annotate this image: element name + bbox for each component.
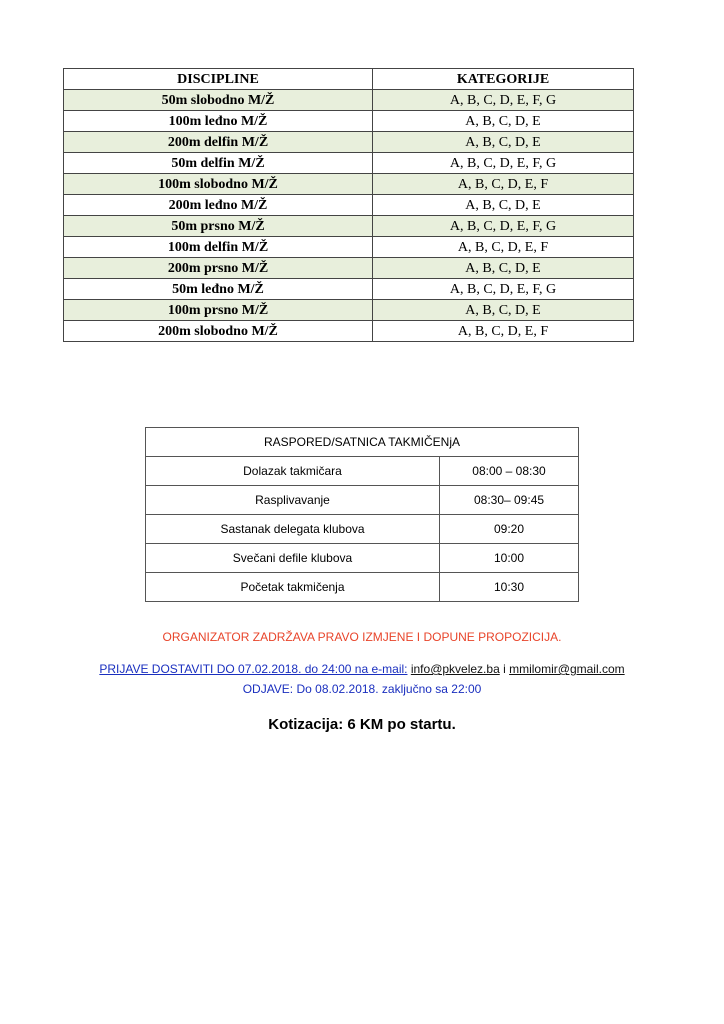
table-row xyxy=(64,195,634,216)
table-row xyxy=(64,90,634,111)
discipline-cell: 50m slobodno M/Ž xyxy=(64,90,373,111)
email-link-mmilomir[interactable]: mmilomir@gmail.com xyxy=(509,662,625,676)
schedule-time-cell: 09:20 xyxy=(440,515,579,544)
categories-cell: A, B, C, D, E xyxy=(373,132,634,153)
schedule-title-row xyxy=(146,428,579,457)
table-row xyxy=(64,132,634,153)
categories-cell: A, B, C, D, E, F, G xyxy=(373,216,634,237)
categories-cell: A, B, C, D, E, F, G xyxy=(373,279,634,300)
disciplines-table xyxy=(63,68,634,342)
table-row xyxy=(64,174,634,195)
table-row xyxy=(64,111,634,132)
table-row xyxy=(146,457,579,486)
table-row xyxy=(64,258,634,279)
registration-notice xyxy=(0,662,724,676)
discipline-cell: 100m prsno M/Ž xyxy=(64,300,373,321)
discipline-cell: 200m prsno M/Ž xyxy=(64,258,373,279)
withdrawal-label: ODJAVE: xyxy=(242,682,294,696)
schedule-event-cell: Dolazak takmičara xyxy=(146,457,440,486)
discipline-column-header: DISCIPLINE xyxy=(64,69,373,90)
schedule-event-cell: Rasplivavanje xyxy=(146,486,440,515)
categories-cell: A, B, C, D, E xyxy=(373,300,634,321)
table-row xyxy=(146,515,579,544)
schedule-event-cell: Početak takmičenja xyxy=(146,573,440,602)
withdrawal-notice xyxy=(0,682,724,696)
discipline-cell: 100m slobodno M/Ž xyxy=(64,174,373,195)
discipline-cell: 100m leđno M/Ž xyxy=(64,111,373,132)
fee-notice: Kotizacija: 6 KM po startu. xyxy=(268,716,456,733)
organizer-notice: ORGANIZATOR ZADRŽAVA PRAVO IZMJENE I DOPUNE PROPOZICIJA. xyxy=(162,630,562,644)
disciplines-header-row xyxy=(64,69,634,90)
email-link-info[interactable]: info@pkvelez.ba xyxy=(410,662,500,676)
discipline-cell: 200m slobodno M/Ž xyxy=(64,321,373,342)
table-row xyxy=(64,153,634,174)
categories-column-header: KATEGORIJE xyxy=(373,69,634,90)
schedule-time-cell: 10:00 xyxy=(440,544,579,573)
schedule-time-cell: 08:30– 09:45 xyxy=(440,486,579,515)
table-row xyxy=(64,279,634,300)
table-row xyxy=(146,573,579,602)
schedule-title: RASPORED/SATNICA TAKMIČENjA xyxy=(146,428,579,457)
registration-label: PRIJAVE DOSTAVITI DO 07.02.2018. do 24:00 na e-mail: xyxy=(99,662,408,676)
categories-cell: A, B, C, D, E, F, G xyxy=(373,153,634,174)
discipline-cell: 50m leđno M/Ž xyxy=(64,279,373,300)
discipline-cell: 200m delfin M/Ž xyxy=(64,132,373,153)
discipline-cell: 50m prsno M/Ž xyxy=(64,216,373,237)
categories-cell: A, B, C, D, E xyxy=(373,195,634,216)
categories-cell: A, B, C, D, E, F, G xyxy=(373,90,634,111)
table-row xyxy=(64,216,634,237)
schedule-time-cell: 08:00 – 08:30 xyxy=(440,457,579,486)
categories-cell: A, B, C, D, E, F xyxy=(373,321,634,342)
categories-cell: A, B, C, D, E xyxy=(373,258,634,279)
categories-cell: A, B, C, D, E, F xyxy=(373,174,634,195)
table-row xyxy=(64,321,634,342)
withdrawal-text: Do 08.02.2018. zaključno sa 22:00 xyxy=(296,682,482,696)
categories-cell: A, B, C, D, E xyxy=(373,111,634,132)
table-row xyxy=(146,544,579,573)
categories-cell: A, B, C, D, E, F xyxy=(373,237,634,258)
schedule-table xyxy=(145,427,579,602)
discipline-cell: 50m delfin M/Ž xyxy=(64,153,373,174)
table-row xyxy=(146,486,579,515)
discipline-cell: 200m leđno M/Ž xyxy=(64,195,373,216)
schedule-event-cell: Sastanak delegata klubova xyxy=(146,515,440,544)
table-row xyxy=(64,300,634,321)
conjunction-text: i xyxy=(503,662,506,676)
schedule-event-cell: Svečani defile klubova xyxy=(146,544,440,573)
discipline-cell: 100m delfin M/Ž xyxy=(64,237,373,258)
schedule-time-cell: 10:30 xyxy=(440,573,579,602)
table-row xyxy=(64,237,634,258)
